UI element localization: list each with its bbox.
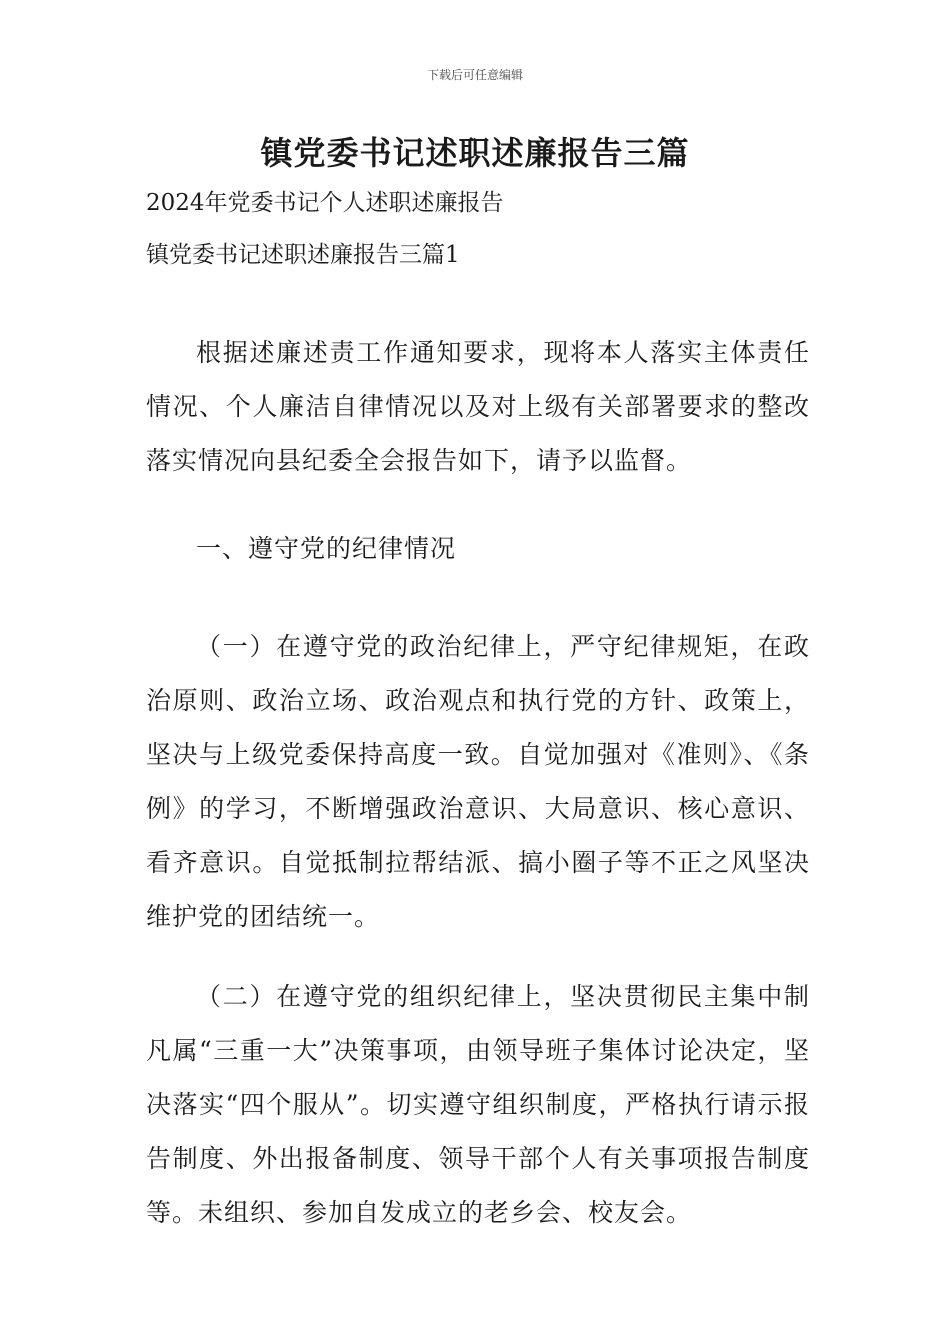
paragraph-intro: 根据述廉述责工作通知要求，现将本人落实主体责任情况、个人廉洁自律情况以及对上级有关部署要求的整改落实情况向县纪委全会报告如下，请予以监督。 [146, 338, 810, 475]
document-title: 镇党委书记述职述廉报告三篇 [260, 134, 690, 172]
subtitle-line-1: 2024年党委书记个人述职述廉报告 [146, 190, 504, 216]
paragraph-organizational-discipline: （二）在遵守党的组织纪律上，坚决贯彻民主集中制凡属“三重一大”决策事项，由领导班子集体讨论决定，坚决落实“四个服从”。切实遵守组织制度，严格执行请示报告制度、外出报备制度、领导干部个人有关事项报告制度等。未组织、参加自发成立的老乡会、校友会。 [146, 982, 810, 1227]
subtitle-line-2: 镇党委书记述职述廉报告三篇1 [146, 242, 460, 268]
section-heading: 一、遵守党的纪律情况 [196, 534, 457, 563]
paragraph-political-discipline: （一）在遵守党的政治纪律上，严守纪律规矩，在政治原则、政治立场、政治观点和执行党的方针、政策上，坚决与上级党委保持高度一致。自觉加强对《准则》、《条例》的学习，不断增强政治意识、大局意识、核心意识、看齐意识。自觉抵制拉帮结派、搞小圈子等不正之风坚决维护党的团结统一。 [146, 632, 810, 931]
header-note: 下载后可任意编辑 [426, 68, 523, 82]
